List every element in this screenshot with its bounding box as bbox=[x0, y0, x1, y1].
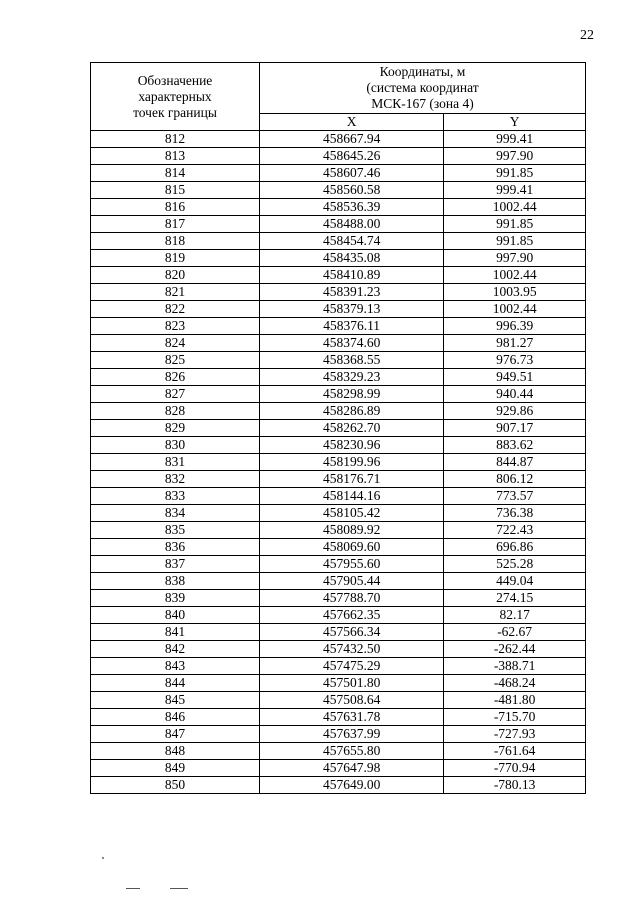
cell-x: 458069.60 bbox=[260, 539, 444, 556]
header-coords-line: Координаты, м bbox=[379, 64, 466, 79]
scan-mark bbox=[126, 888, 140, 889]
cell-y: -468.24 bbox=[444, 675, 586, 692]
cell-point: 822 bbox=[91, 301, 260, 318]
cell-point: 850 bbox=[91, 777, 260, 794]
cell-y: 773.57 bbox=[444, 488, 586, 505]
table-row bbox=[91, 556, 586, 573]
cell-point: 827 bbox=[91, 386, 260, 403]
cell-y: 722.43 bbox=[444, 522, 586, 539]
cell-point: 841 bbox=[91, 624, 260, 641]
table-row bbox=[91, 403, 586, 420]
cell-y: 929.86 bbox=[444, 403, 586, 420]
cell-point: 838 bbox=[91, 573, 260, 590]
cell-y: 999.41 bbox=[444, 131, 586, 148]
scan-mark bbox=[170, 888, 188, 889]
cell-y: -481.80 bbox=[444, 692, 586, 709]
header-coords-line: (система координат bbox=[366, 80, 479, 95]
cell-point: 834 bbox=[91, 505, 260, 522]
cell-x: 457662.35 bbox=[260, 607, 444, 624]
cell-x: 458667.94 bbox=[260, 131, 444, 148]
table-row bbox=[91, 692, 586, 709]
table-row bbox=[91, 131, 586, 148]
table-row bbox=[91, 420, 586, 437]
cell-y: -715.70 bbox=[444, 709, 586, 726]
cell-point: 844 bbox=[91, 675, 260, 692]
cell-y: 997.90 bbox=[444, 250, 586, 267]
cell-y: 883.62 bbox=[444, 437, 586, 454]
page-number: 22 bbox=[580, 28, 594, 43]
cell-y: -780.13 bbox=[444, 777, 586, 794]
cell-y: 981.27 bbox=[444, 335, 586, 352]
cell-x: 457788.70 bbox=[260, 590, 444, 607]
cell-y: 996.39 bbox=[444, 318, 586, 335]
cell-y: 991.85 bbox=[444, 216, 586, 233]
cell-point: 824 bbox=[91, 335, 260, 352]
cell-point: 829 bbox=[91, 420, 260, 437]
table-row bbox=[91, 165, 586, 182]
cell-x: 458454.74 bbox=[260, 233, 444, 250]
table-row bbox=[91, 675, 586, 692]
cell-point: 819 bbox=[91, 250, 260, 267]
cell-y: -388.71 bbox=[444, 658, 586, 675]
cell-x: 458536.39 bbox=[260, 199, 444, 216]
table-row bbox=[91, 216, 586, 233]
cell-x: 458199.96 bbox=[260, 454, 444, 471]
cell-x: 458105.42 bbox=[260, 505, 444, 522]
cell-x: 457905.44 bbox=[260, 573, 444, 590]
table-row bbox=[91, 539, 586, 556]
table-row bbox=[91, 267, 586, 284]
cell-x: 457566.34 bbox=[260, 624, 444, 641]
cell-point: 849 bbox=[91, 760, 260, 777]
cell-point: 821 bbox=[91, 284, 260, 301]
header-point-line: точек границы bbox=[133, 104, 217, 120]
cell-y: 82.17 bbox=[444, 607, 586, 624]
cell-point: 840 bbox=[91, 607, 260, 624]
cell-x: 458488.00 bbox=[260, 216, 444, 233]
header-y: Y bbox=[444, 114, 586, 131]
cell-y: -727.93 bbox=[444, 726, 586, 743]
header-coords-line: МСК-167 (зона 4) bbox=[371, 96, 474, 111]
table-row bbox=[91, 726, 586, 743]
cell-y: 1002.44 bbox=[444, 199, 586, 216]
table-row bbox=[91, 182, 586, 199]
cell-y: 525.28 bbox=[444, 556, 586, 573]
cell-x: 458645.26 bbox=[260, 148, 444, 165]
table-row bbox=[91, 233, 586, 250]
table-row bbox=[91, 488, 586, 505]
table-row bbox=[91, 369, 586, 386]
cell-x: 458262.70 bbox=[260, 420, 444, 437]
cell-point: 842 bbox=[91, 641, 260, 658]
table-row bbox=[91, 199, 586, 216]
table-row bbox=[91, 641, 586, 658]
cell-point: 813 bbox=[91, 148, 260, 165]
cell-point: 818 bbox=[91, 233, 260, 250]
cell-y: -262.44 bbox=[444, 641, 586, 658]
cell-y: 997.90 bbox=[444, 148, 586, 165]
cell-y: 1003.95 bbox=[444, 284, 586, 301]
cell-x: 457501.80 bbox=[260, 675, 444, 692]
cell-y: 940.44 bbox=[444, 386, 586, 403]
cell-y: 907.17 bbox=[444, 420, 586, 437]
cell-y: 844.87 bbox=[444, 454, 586, 471]
cell-point: 847 bbox=[91, 726, 260, 743]
table-row bbox=[91, 505, 586, 522]
cell-x: 457655.80 bbox=[260, 743, 444, 760]
table-row bbox=[91, 777, 586, 794]
cell-x: 458286.89 bbox=[260, 403, 444, 420]
cell-point: 815 bbox=[91, 182, 260, 199]
cell-x: 458329.23 bbox=[260, 369, 444, 386]
cell-point: 826 bbox=[91, 369, 260, 386]
table-row bbox=[91, 590, 586, 607]
table-row bbox=[91, 437, 586, 454]
cell-y: -62.67 bbox=[444, 624, 586, 641]
cell-point: 835 bbox=[91, 522, 260, 539]
cell-x: 458379.13 bbox=[260, 301, 444, 318]
cell-y: 991.85 bbox=[444, 165, 586, 182]
cell-point: 846 bbox=[91, 709, 260, 726]
header-point-designation bbox=[91, 63, 260, 131]
table-row bbox=[91, 335, 586, 352]
cell-point: 831 bbox=[91, 454, 260, 471]
cell-point: 848 bbox=[91, 743, 260, 760]
table-row bbox=[91, 148, 586, 165]
table-row bbox=[91, 709, 586, 726]
cell-y: 806.12 bbox=[444, 471, 586, 488]
table-row bbox=[91, 386, 586, 403]
cell-y: 1002.44 bbox=[444, 267, 586, 284]
cell-point: 843 bbox=[91, 658, 260, 675]
cell-point: 830 bbox=[91, 437, 260, 454]
header-point-line: характерных bbox=[138, 88, 212, 104]
cell-x: 458089.92 bbox=[260, 522, 444, 539]
table-row bbox=[91, 658, 586, 675]
cell-point: 812 bbox=[91, 131, 260, 148]
cell-y: 976.73 bbox=[444, 352, 586, 369]
table-row bbox=[91, 624, 586, 641]
cell-x: 458607.46 bbox=[260, 165, 444, 182]
cell-x: 457508.64 bbox=[260, 692, 444, 709]
cell-point: 820 bbox=[91, 267, 260, 284]
cell-y: 999.41 bbox=[444, 182, 586, 199]
cell-x: 458144.16 bbox=[260, 488, 444, 505]
cell-point: 836 bbox=[91, 539, 260, 556]
cell-x: 458391.23 bbox=[260, 284, 444, 301]
cell-x: 458374.60 bbox=[260, 335, 444, 352]
cell-y: 696.86 bbox=[444, 539, 586, 556]
cell-y: 991.85 bbox=[444, 233, 586, 250]
table-row bbox=[91, 454, 586, 471]
table-row bbox=[91, 471, 586, 488]
table-row bbox=[91, 522, 586, 539]
cell-x: 457955.60 bbox=[260, 556, 444, 573]
table-row bbox=[91, 607, 586, 624]
cell-x: 458435.08 bbox=[260, 250, 444, 267]
coordinates-table bbox=[90, 62, 586, 794]
cell-point: 845 bbox=[91, 692, 260, 709]
cell-point: 817 bbox=[91, 216, 260, 233]
scan-speck bbox=[102, 857, 104, 859]
cell-x: 457647.98 bbox=[260, 760, 444, 777]
cell-point: 839 bbox=[91, 590, 260, 607]
table-row bbox=[91, 284, 586, 301]
header-x: X bbox=[260, 114, 444, 131]
cell-point: 828 bbox=[91, 403, 260, 420]
cell-point: 833 bbox=[91, 488, 260, 505]
cell-y: 449.04 bbox=[444, 573, 586, 590]
cell-y: 949.51 bbox=[444, 369, 586, 386]
header-coordinates bbox=[260, 63, 586, 114]
cell-point: 823 bbox=[91, 318, 260, 335]
cell-x: 457475.29 bbox=[260, 658, 444, 675]
cell-point: 814 bbox=[91, 165, 260, 182]
table-row bbox=[91, 352, 586, 369]
cell-point: 816 bbox=[91, 199, 260, 216]
cell-point: 832 bbox=[91, 471, 260, 488]
cell-x: 458410.89 bbox=[260, 267, 444, 284]
cell-point: 837 bbox=[91, 556, 260, 573]
table-row bbox=[91, 318, 586, 335]
cell-y: 1002.44 bbox=[444, 301, 586, 318]
cell-x: 457432.50 bbox=[260, 641, 444, 658]
cell-x: 457649.00 bbox=[260, 777, 444, 794]
cell-x: 458230.96 bbox=[260, 437, 444, 454]
table-row bbox=[91, 250, 586, 267]
cell-x: 458368.55 bbox=[260, 352, 444, 369]
cell-x: 458560.58 bbox=[260, 182, 444, 199]
cell-x: 458298.99 bbox=[260, 386, 444, 403]
cell-x: 458376.11 bbox=[260, 318, 444, 335]
table-row bbox=[91, 301, 586, 318]
table-row bbox=[91, 573, 586, 590]
cell-x: 457631.78 bbox=[260, 709, 444, 726]
cell-x: 458176.71 bbox=[260, 471, 444, 488]
cell-point: 825 bbox=[91, 352, 260, 369]
cell-y: 274.15 bbox=[444, 590, 586, 607]
cell-y: -761.64 bbox=[444, 743, 586, 760]
header-point-line: Обозначение bbox=[137, 72, 213, 88]
cell-y: -770.94 bbox=[444, 760, 586, 777]
cell-y: 736.38 bbox=[444, 505, 586, 522]
cell-x: 457637.99 bbox=[260, 726, 444, 743]
table-row bbox=[91, 743, 586, 760]
table-row bbox=[91, 760, 586, 777]
